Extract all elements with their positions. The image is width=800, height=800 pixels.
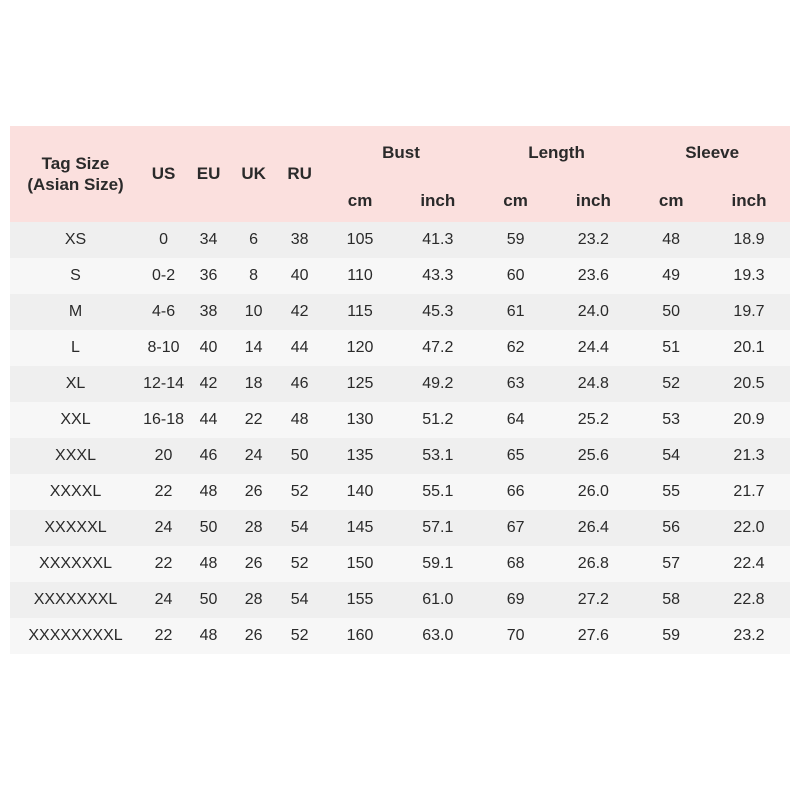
table-row: [10, 618, 790, 654]
table-row: [10, 546, 790, 582]
cell-eu: 40: [186, 330, 231, 366]
cell-length-cm: 60: [479, 258, 553, 294]
size-chart-container: [10, 126, 790, 654]
cell-length-inch: 26.8: [552, 546, 634, 582]
cell-bust-cm: 150: [323, 546, 397, 582]
cell-bust-inch: 45.3: [397, 294, 479, 330]
cell-uk: 14: [231, 330, 276, 366]
cell-tag: XXXXXL: [10, 510, 141, 546]
header-bust-inch: inch: [397, 180, 479, 222]
cell-tag: M: [10, 294, 141, 330]
cell-sleeve-inch: 22.4: [708, 546, 790, 582]
cell-length-cm: 61: [479, 294, 553, 330]
cell-sleeve-inch: 20.5: [708, 366, 790, 402]
cell-eu: 44: [186, 402, 231, 438]
cell-eu: 50: [186, 582, 231, 618]
cell-length-cm: 64: [479, 402, 553, 438]
cell-sleeve-inch: 21.7: [708, 474, 790, 510]
cell-bust-cm: 105: [323, 222, 397, 258]
cell-bust-inch: 49.2: [397, 366, 479, 402]
header-row-groups: [10, 126, 790, 180]
cell-length-cm: 67: [479, 510, 553, 546]
size-chart-body: [10, 126, 790, 654]
cell-uk: 26: [231, 546, 276, 582]
cell-tag: XXL: [10, 402, 141, 438]
cell-ru: 44: [276, 330, 323, 366]
cell-uk: 24: [231, 438, 276, 474]
table-row: [10, 438, 790, 474]
cell-sleeve-cm: 52: [634, 366, 708, 402]
cell-sleeve-inch: 23.2: [708, 618, 790, 654]
cell-tag: XL: [10, 366, 141, 402]
cell-length-inch: 24.8: [552, 366, 634, 402]
cell-bust-cm: 140: [323, 474, 397, 510]
cell-uk: 8: [231, 258, 276, 294]
cell-tag: XXXXXXL: [10, 546, 141, 582]
cell-length-inch: 27.2: [552, 582, 634, 618]
cell-bust-inch: 61.0: [397, 582, 479, 618]
cell-length-inch: 24.4: [552, 330, 634, 366]
cell-bust-cm: 120: [323, 330, 397, 366]
cell-uk: 22: [231, 402, 276, 438]
cell-bust-inch: 55.1: [397, 474, 479, 510]
cell-uk: 28: [231, 582, 276, 618]
table-row: [10, 294, 790, 330]
cell-bust-inch: 47.2: [397, 330, 479, 366]
header-length-cm: cm: [479, 180, 553, 222]
cell-us: 0-2: [141, 258, 186, 294]
cell-ru: 54: [276, 510, 323, 546]
cell-uk: 26: [231, 474, 276, 510]
cell-bust-inch: 41.3: [397, 222, 479, 258]
table-row: [10, 510, 790, 546]
cell-eu: 38: [186, 294, 231, 330]
cell-eu: 36: [186, 258, 231, 294]
header-length-inch: inch: [552, 180, 634, 222]
cell-bust-cm: 125: [323, 366, 397, 402]
cell-sleeve-inch: 21.3: [708, 438, 790, 474]
header-sleeve-inch: inch: [708, 180, 790, 222]
cell-bust-cm: 130: [323, 402, 397, 438]
cell-uk: 26: [231, 618, 276, 654]
table-row: [10, 582, 790, 618]
cell-length-inch: 24.0: [552, 294, 634, 330]
cell-sleeve-cm: 58: [634, 582, 708, 618]
cell-ru: 46: [276, 366, 323, 402]
cell-length-cm: 59: [479, 222, 553, 258]
cell-sleeve-inch: 22.8: [708, 582, 790, 618]
tag-size-header: [10, 126, 141, 222]
header-bust-cm: cm: [323, 180, 397, 222]
cell-length-inch: 27.6: [552, 618, 634, 654]
cell-us: 22: [141, 546, 186, 582]
cell-bust-cm: 145: [323, 510, 397, 546]
cell-bust-cm: 155: [323, 582, 397, 618]
cell-ru: 52: [276, 618, 323, 654]
cell-tag: S: [10, 258, 141, 294]
cell-bust-inch: 59.1: [397, 546, 479, 582]
cell-length-inch: 25.6: [552, 438, 634, 474]
table-row: [10, 330, 790, 366]
cell-us: 16-18: [141, 402, 186, 438]
table-row: [10, 222, 790, 258]
cell-us: 24: [141, 582, 186, 618]
cell-tag: XS: [10, 222, 141, 258]
cell-us: 20: [141, 438, 186, 474]
cell-length-cm: 65: [479, 438, 553, 474]
cell-ru: 48: [276, 402, 323, 438]
cell-bust-inch: 43.3: [397, 258, 479, 294]
cell-length-inch: 26.0: [552, 474, 634, 510]
cell-bust-inch: 63.0: [397, 618, 479, 654]
cell-ru: 50: [276, 438, 323, 474]
header-us: US: [141, 126, 186, 222]
cell-ru: 40: [276, 258, 323, 294]
cell-bust-cm: 135: [323, 438, 397, 474]
table-row: [10, 474, 790, 510]
cell-us: 22: [141, 618, 186, 654]
cell-length-cm: 63: [479, 366, 553, 402]
cell-us: 22: [141, 474, 186, 510]
cell-bust-cm: 160: [323, 618, 397, 654]
cell-sleeve-cm: 54: [634, 438, 708, 474]
cell-length-inch: 23.6: [552, 258, 634, 294]
cell-ru: 52: [276, 546, 323, 582]
table-row: [10, 258, 790, 294]
cell-length-inch: 26.4: [552, 510, 634, 546]
cell-bust-inch: 51.2: [397, 402, 479, 438]
header-sleeve-cm: cm: [634, 180, 708, 222]
cell-sleeve-inch: 19.3: [708, 258, 790, 294]
cell-eu: 46: [186, 438, 231, 474]
cell-uk: 10: [231, 294, 276, 330]
cell-us: 0: [141, 222, 186, 258]
tag-size-header-line2: (Asian Size): [27, 175, 124, 194]
cell-tag: XXXL: [10, 438, 141, 474]
cell-tag: XXXXXXXL: [10, 582, 141, 618]
cell-uk: 28: [231, 510, 276, 546]
cell-sleeve-inch: 20.1: [708, 330, 790, 366]
cell-sleeve-cm: 53: [634, 402, 708, 438]
cell-length-inch: 23.2: [552, 222, 634, 258]
header-group-bust: Bust: [323, 126, 479, 180]
cell-eu: 48: [186, 618, 231, 654]
cell-tag: L: [10, 330, 141, 366]
cell-length-cm: 68: [479, 546, 553, 582]
cell-sleeve-inch: 19.7: [708, 294, 790, 330]
cell-sleeve-inch: 22.0: [708, 510, 790, 546]
cell-eu: 48: [186, 546, 231, 582]
cell-bust-inch: 57.1: [397, 510, 479, 546]
cell-ru: 52: [276, 474, 323, 510]
cell-eu: 48: [186, 474, 231, 510]
cell-ru: 42: [276, 294, 323, 330]
size-chart-table: [10, 126, 790, 654]
cell-bust-cm: 110: [323, 258, 397, 294]
tag-size-header-line1: Tag Size: [41, 153, 110, 173]
cell-sleeve-cm: 57: [634, 546, 708, 582]
cell-ru: 54: [276, 582, 323, 618]
table-row: [10, 366, 790, 402]
cell-sleeve-cm: 49: [634, 258, 708, 294]
table-row: [10, 402, 790, 438]
cell-tag: XXXXXXXXL: [10, 618, 141, 654]
cell-sleeve-inch: 20.9: [708, 402, 790, 438]
cell-us: 4-6: [141, 294, 186, 330]
cell-length-cm: 69: [479, 582, 553, 618]
cell-sleeve-cm: 59: [634, 618, 708, 654]
header-uk: UK: [231, 126, 276, 222]
cell-ru: 38: [276, 222, 323, 258]
cell-eu: 42: [186, 366, 231, 402]
header-ru: RU: [276, 126, 323, 222]
cell-length-cm: 66: [479, 474, 553, 510]
cell-length-cm: 70: [479, 618, 553, 654]
cell-sleeve-cm: 50: [634, 294, 708, 330]
header-eu: EU: [186, 126, 231, 222]
cell-us: 24: [141, 510, 186, 546]
cell-sleeve-cm: 48: [634, 222, 708, 258]
cell-sleeve-cm: 56: [634, 510, 708, 546]
header-group-sleeve: Sleeve: [634, 126, 790, 180]
cell-uk: 6: [231, 222, 276, 258]
cell-sleeve-cm: 51: [634, 330, 708, 366]
cell-us: 12-14: [141, 366, 186, 402]
cell-bust-inch: 53.1: [397, 438, 479, 474]
cell-sleeve-inch: 18.9: [708, 222, 790, 258]
cell-tag: XXXXL: [10, 474, 141, 510]
cell-eu: 34: [186, 222, 231, 258]
cell-sleeve-cm: 55: [634, 474, 708, 510]
cell-eu: 50: [186, 510, 231, 546]
cell-length-inch: 25.2: [552, 402, 634, 438]
cell-us: 8-10: [141, 330, 186, 366]
cell-length-cm: 62: [479, 330, 553, 366]
cell-bust-cm: 115: [323, 294, 397, 330]
cell-uk: 18: [231, 366, 276, 402]
header-group-length: Length: [479, 126, 635, 180]
